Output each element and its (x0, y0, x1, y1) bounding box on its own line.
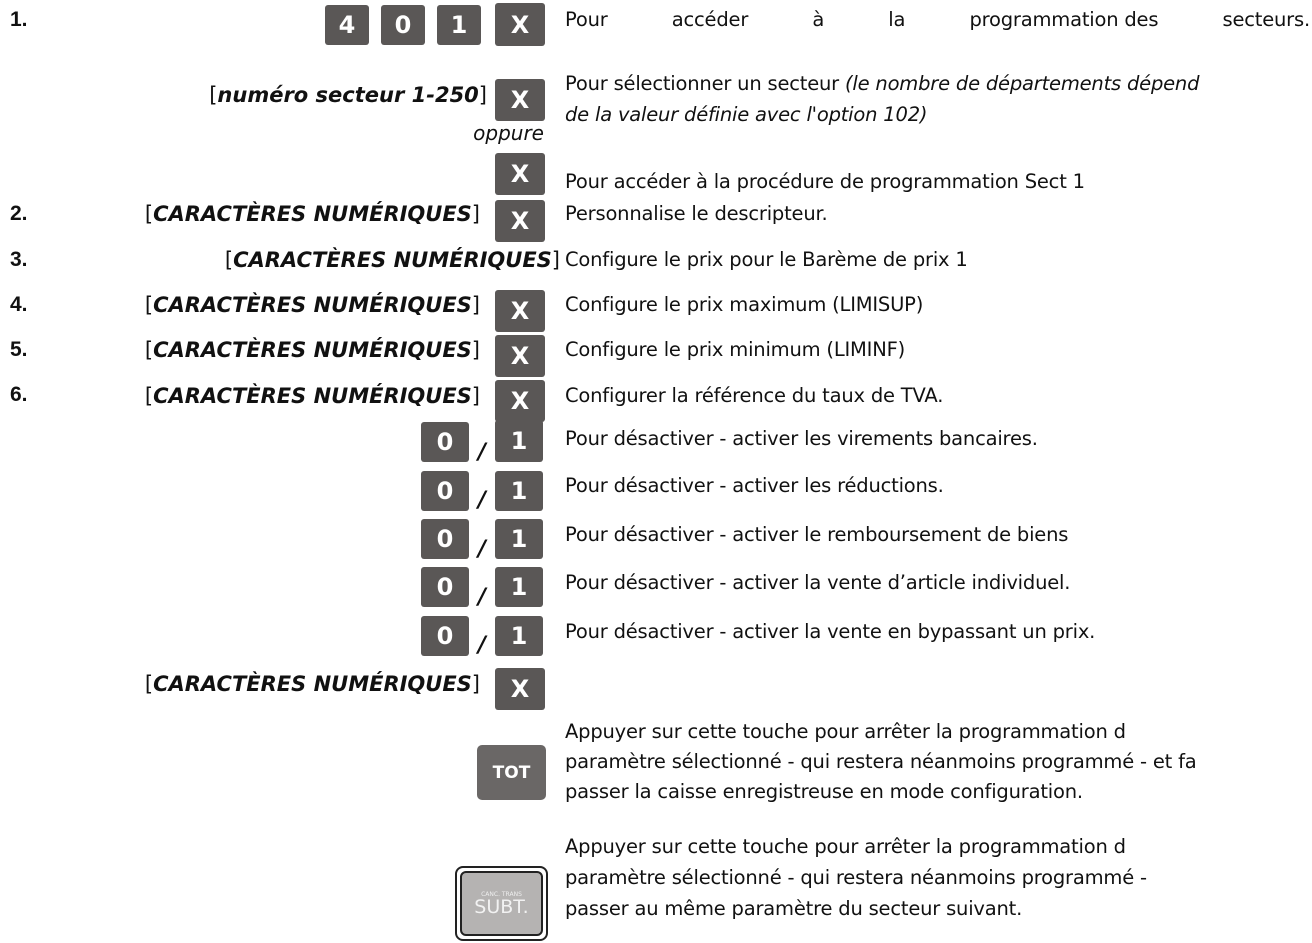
numeric-chars-text: CARACTÈRES NUMÉRIQUES (153, 384, 472, 408)
key-0: 0 (421, 422, 469, 462)
step-number-3: 3. (10, 248, 28, 271)
subt-key-icon (455, 866, 548, 941)
subt-description-line-2: paramètre sélectionné - qui restera néanmoins programmé - (565, 866, 1147, 889)
key-x: X (495, 3, 545, 46)
key-0: 0 (421, 519, 469, 559)
key-x: X (495, 335, 545, 377)
step-2-description: Personnalise le descripteur. (565, 202, 828, 225)
key-0: 0 (421, 567, 469, 607)
toggle-single-item-description: Pour désactiver - activer la vente d’article individuel. (565, 571, 1071, 594)
slash-separator: / (478, 488, 487, 513)
key-0: 0 (421, 471, 469, 511)
subt-key-big-label: SUBT. (474, 895, 529, 918)
sect1-description: Pour accéder à la procédure de programmation Sect 1 (565, 170, 1085, 193)
key-0: 0 (421, 616, 469, 656)
key-x: X (495, 153, 545, 195)
numeric-chars-text: CARACTÈRES NUMÉRIQUES (153, 672, 472, 696)
slash-separator: / (478, 440, 487, 465)
sector-select-description (565, 72, 1199, 95)
step-number-6: 6. (10, 383, 28, 406)
step-number-4: 4. (10, 293, 28, 316)
word: la (888, 8, 906, 31)
numeric-chars-label: [CARACTÈRES NUMÉRIQUES] (144, 338, 480, 362)
step-number-1: 1. (10, 8, 28, 31)
desc-text: Pour sélectionner un secteur (565, 72, 845, 95)
toggle-bank-transfers-description: Pour désactiver - activer les virements bancaires. (565, 427, 1038, 450)
numeric-chars-label: [CARACTÈRES NUMÉRIQUES] (144, 384, 480, 408)
numeric-chars-text: CARACTÈRES NUMÉRIQUES (233, 248, 552, 272)
word: accéder (671, 8, 749, 31)
toggle-bypass-price-description: Pour désactiver - activer la vente en bypassant un prix. (565, 620, 1096, 643)
step-1-description (565, 8, 1310, 31)
toggle-discounts-description: Pour désactiver - activer les réductions. (565, 474, 944, 497)
word: Pour (565, 8, 608, 31)
numeric-chars-label: [CARACTÈRES NUMÉRIQUES] (144, 293, 480, 317)
numeric-chars-text: CARACTÈRES NUMÉRIQUES (153, 338, 472, 362)
word: programmation des (969, 8, 1159, 31)
toggle-refund-description: Pour désactiver - activer le remboursement de biens (565, 523, 1069, 546)
numeric-chars-label: [CARACTÈRES NUMÉRIQUES] (144, 672, 480, 696)
step-4-description: Configure le prix maximum (LIMISUP) (565, 293, 924, 316)
subt-description-line-3: passer au même paramètre du secteur suivant. (565, 897, 1023, 920)
subt-key-small-label: CANC. TRANS (481, 890, 522, 898)
sector-select-description-line2 (565, 103, 927, 126)
tot-description-line-3: passer la caisse enregistreuse en mode configuration. (565, 780, 1083, 803)
tot-description-line-2: paramètre sélectionné - qui restera néanmoins programmé - et fa (565, 750, 1197, 773)
word: secteurs. (1222, 8, 1310, 31)
step-5-description: Configure le prix minimum (LIMINF) (565, 338, 906, 361)
desc-italic: de la valeur définie avec l'option 102) (565, 103, 928, 126)
key-x: X (495, 668, 545, 710)
tot-description-line-1: Appuyer sur cette touche pour arrêter la programmation d (565, 720, 1126, 743)
oppure-separator: oppure (473, 121, 544, 145)
subt-key-face (460, 871, 543, 936)
subt-description-line-1: Appuyer sur cette touche pour arrêter la programmation d (565, 835, 1126, 858)
key-x: X (495, 200, 545, 242)
key-1: 1 (495, 420, 543, 462)
slash-separator: / (478, 585, 487, 610)
key-0: 0 (381, 5, 425, 45)
numeric-chars-label: [CARACTÈRES NUMÉRIQUES] (144, 202, 480, 226)
numeric-chars-label: [CARACTÈRES NUMÉRIQUES] (224, 248, 560, 272)
key-1: 1 (495, 616, 543, 656)
key-x: X (495, 290, 545, 332)
step-3-description: Configure le prix pour le Barème de prix 1 (565, 248, 968, 271)
step-number-2: 2. (10, 202, 28, 225)
sector-number-label: [numéro secteur 1-250] (209, 83, 487, 107)
step-number-5: 5. (10, 338, 28, 361)
numeric-chars-text: CARACTÈRES NUMÉRIQUES (153, 202, 472, 226)
key-1: 1 (495, 567, 543, 607)
word: à (812, 8, 825, 31)
step-6-description: Configurer la référence du taux de TVA. (565, 384, 944, 407)
desc-italic: (le nombre de départements dépend (845, 72, 1200, 95)
key-x: X (495, 79, 545, 121)
key-4: 4 (325, 5, 369, 45)
key-1: 1 (495, 471, 543, 511)
tot-key-icon: TOT (477, 745, 546, 800)
sector-number-text: numéro secteur 1-250 (217, 83, 479, 107)
slash-separator: / (478, 537, 487, 562)
slash-separator: / (478, 633, 487, 658)
numeric-chars-text: CARACTÈRES NUMÉRIQUES (153, 293, 472, 317)
key-x: X (495, 380, 545, 422)
key-1: 1 (437, 5, 481, 45)
key-1: 1 (495, 519, 543, 559)
